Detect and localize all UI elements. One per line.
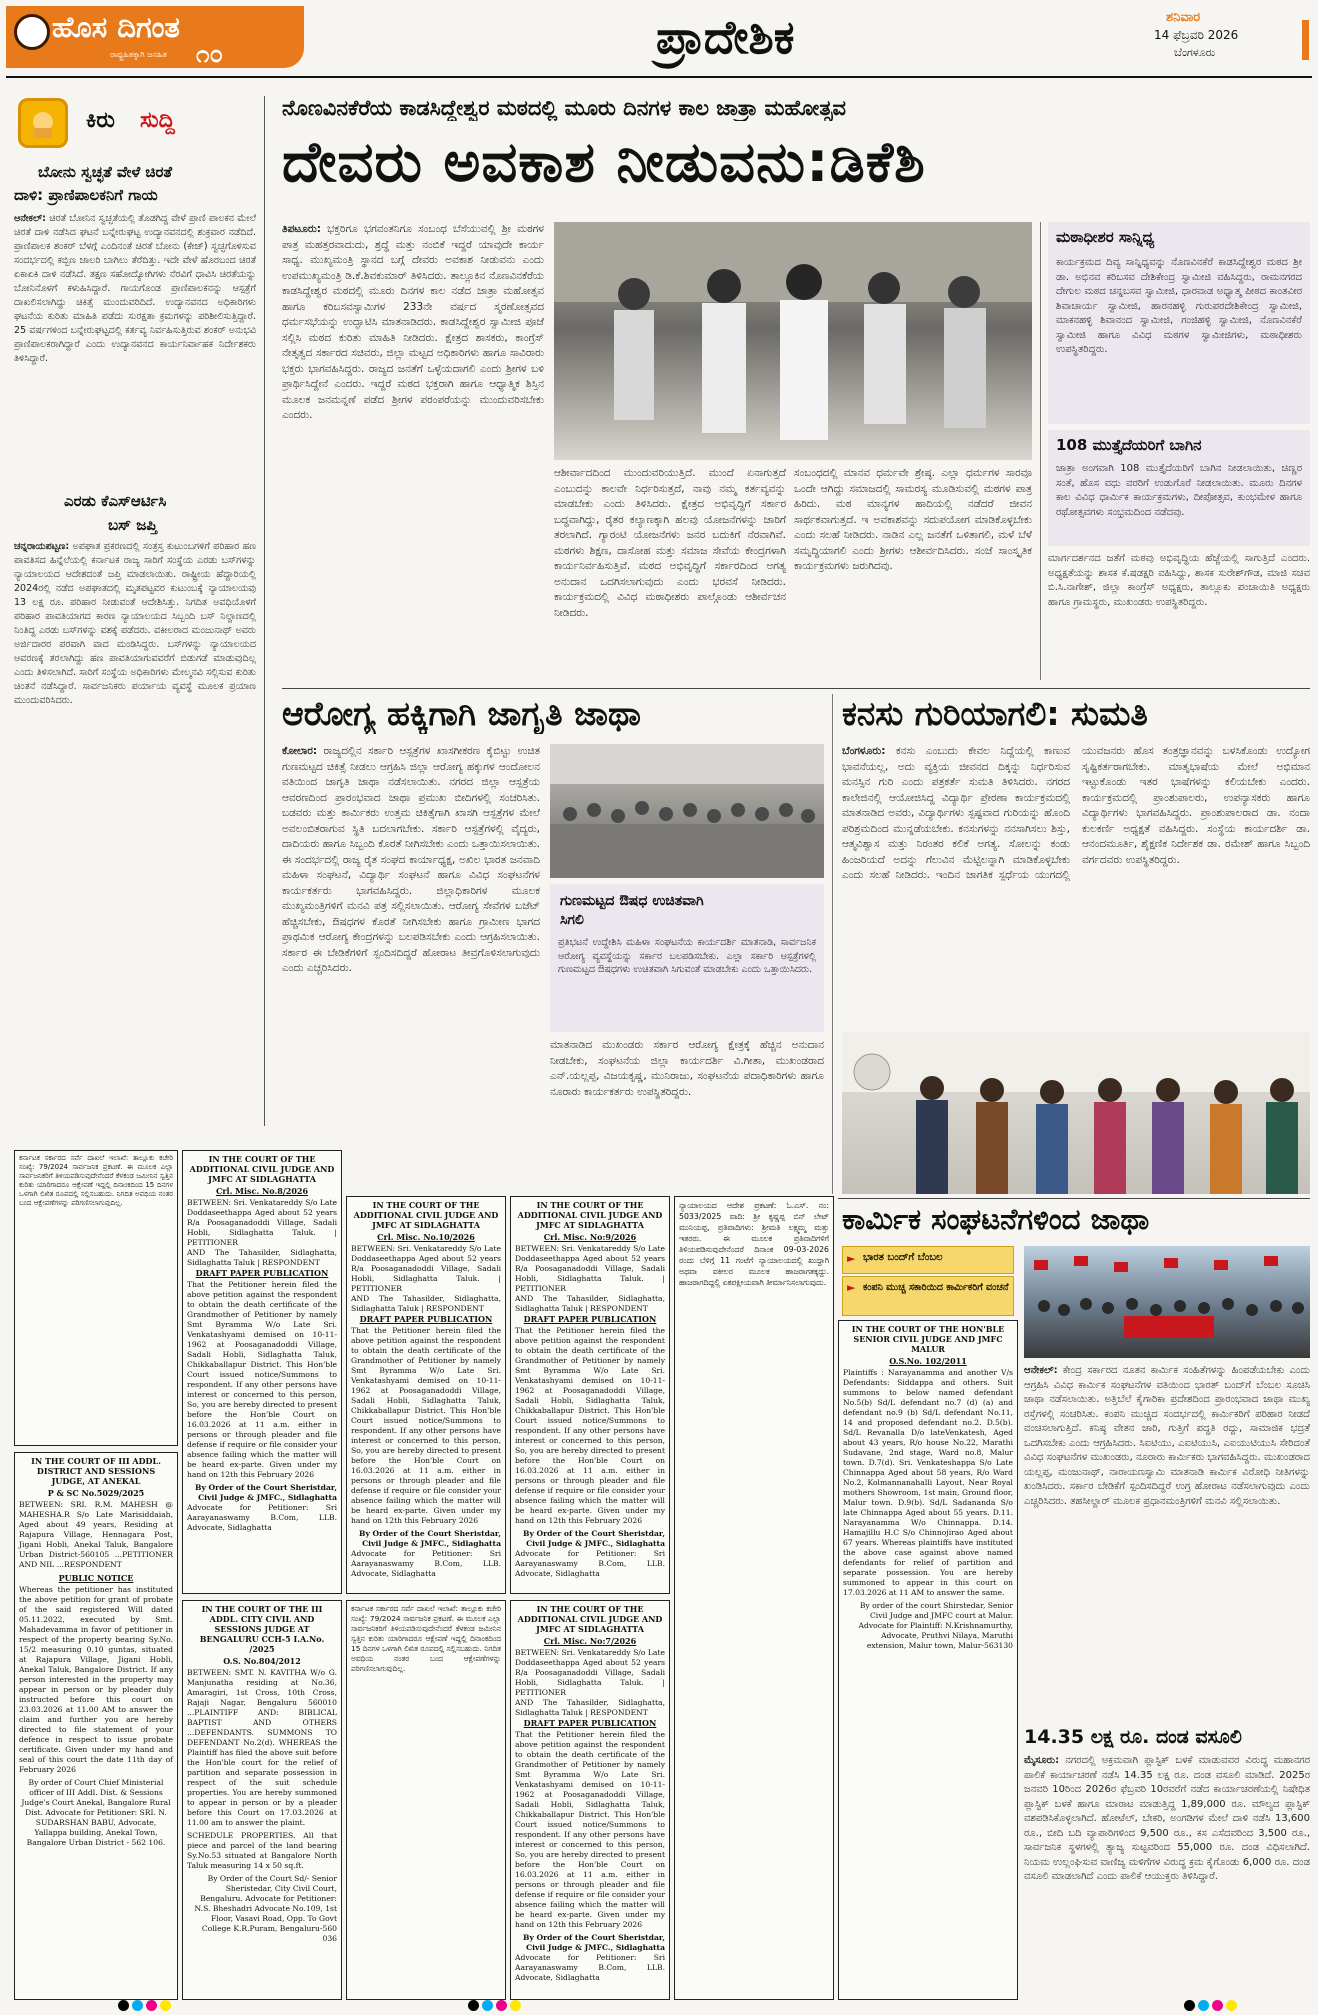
doors108-after: ಮಾರ್ಗದರ್ಶನದ ಜತೆಗೆ ಮಠವು ಅಭಿವೃದ್ಧಿಯ ಹೆಜ್ಜೆಯಲ್ಲಿ ಸಾಗುತ್ತಿದೆ ಎಂದರು. ಅಧ್ಯಕ್ಷತೆಯನ್ನು ಶಾಸಕ ಕೆ.ಷಡಕ್ಷರಿ ವಹಿಸಿದ್ದು, ಶಾಸಕ ಸುರೇಶ್‌ಗೌಡ, ಮಾಜಿ ಸಚಿವ ಬಿ.ಸಿ.ನಾಗೇಶ್, ಜಿಲ್ಲಾ ಕಾಂಗ್ರೆಸ್ ಅಧ್ಯಕ್ಷರು, ತಾಲ್ಲೂಕು ಪಂಚಾಯಿತಿ ಅಧ್ಯಕ್ಷರು ಹಾಗೂ ಗ್ರಾಮಸ್ಥರು, ಮುಖಂಡರು ಉಪಸ್ಥಿತರಿದ್ದರು.: [1048, 553, 1310, 608]
logo-emblem-icon: [14, 14, 50, 50]
os-schedule: SCHEDULE PROPERTIES. All that piece and parcel of the land bearing Sy.No.53 situated at Bangalore North Taluk measuring 14 x 50 sq.ft.: [187, 1831, 337, 1870]
misc8-court: IN THE COURT OF THE ADDITIONAL CIVIL JUDGE AND JMFC AT SIDLAGHATTA: [189, 1154, 335, 1184]
misc9-draft: DRAFT PAPER PUBLICATION: [523, 1314, 657, 1324]
kanasu-photo-group-icon: [842, 1032, 1310, 1194]
misc10-body: That the Petitioner herein filed the above petition against the respondent to obtain the death certificate of the Grandmother of Petitioner by namely Smt Byramma W/o Late Sri. Venkatashyami demised on 10-11-1962 at Poosaganadoddi Village, Sadali Hobli, Sidlaghatta Taluk, Chikkaballapur District. This Hon'ble Court issued notice/Summons to respondent. If any other persons have interest or concerned to this person, So, you are hereby directed to present before the Hon'ble Court on 16.03.2026 at 11 a.m. either in persons or through pleader and file defense if require or file consider your absence failing which the matter will be heard ex-parte. Given under my hand on 12th this February 2026: [351, 1326, 501, 1525]
notice-misc-10: [346, 1196, 506, 1594]
arogya-divider: [832, 694, 833, 1194]
karmika-top-rule: [838, 1198, 1310, 1199]
karmika-bullet2: [842, 1276, 1014, 1316]
kannada-survey-text: ಕರ್ನಾಟಕ ಸರ್ಕಾರದ ಸರ್ವೆ ದಾಖಲೆ ಇಲಾಖೆ: ತಾಲ್ಲೂಕು ಕಚೇರಿ ಸಂಖ್ಯೆ: 79/2024 ಸಾರ್ವಜನಿಕ ಪ್ರಕಟಣೆ. ಈ ಮೂಲಕ ಎಲ್ಲಾ ಸಾರ್ವಜನಿಕರಿಗೆ ತಿಳಿಯಪಡಿಸುವುದೇನೆಂದರೆ ಕೆಳಕಂಡ ಜಮೀನಿನ ಸ್ವತ್ತಿನ ಕುರಿತು ಯಾರಿಗಾದರೂ ಆಕ್ಷೇಪಣೆ ಇದ್ದಲ್ಲಿ ದಿನಾಂಕದಿಂದ 15 ದಿನಗಳ ಒಳಗಾಗಿ ಲಿಖಿತ ರೂಪದಲ್ಲಿ ಸಲ್ಲಿಸಬಹುದು. ನಿಗದಿತ ಅವಧಿಯ ನಂತರ ಬಂದ ಆಕ್ಷೇಪಣೆಗಳನ್ನು ಪರಿಗಣಿಸಲಾಗುವುದಿಲ್ಲ.: [351, 1604, 502, 1673]
misc10-draft: DRAFT PAPER PUBLICATION: [359, 1314, 493, 1324]
story2-text: ಅಪಘಾತ ಪ್ರಕರಣದಲ್ಲಿ ಸಂತ್ರಸ್ತ ಕುಟುಂಬಗಳಿಗೆ ಪರಿಹಾರ ಹಣ ಪಾವತಿಸದ ಹಿನ್ನೆಲೆಯಲ್ಲಿ ಕರ್ನಾಟಕ ರಾಜ್ಯ ಸಾರಿಗೆ ಸಂಸ್ಥೆಯ ಎರಡು ಬಸ್‌ಗಳನ್ನು ನ್ಯಾಯಾಲಯದ ಆದೇಶದಂತೆ ಜಪ್ತಿ ಮಾಡಲಾಯಿತು. ರಾಷ್ಟ್ರೀಯ ಹೆದ್ದಾರಿಯಲ್ಲಿ 2024ರಲ್ಲಿ ನಡೆದ ಅಪಘಾತದಲ್ಲಿ ಮೃತಪಟ್ಟವರ ಕುಟುಂಬಕ್ಕೆ ನ್ಯಾಯಾಲಯವು 13 ಲಕ್ಷ ರೂ. ಪರಿಹಾರ ನೀಡುವಂತೆ ಆದೇಶಿಸಿತ್ತು. ನಿಗದಿತ ಅವಧಿಯೊಳಗೆ ಪರಿಹಾರ ಪಾವತಿಯಾಗದ ಕಾರಣ ನ್ಯಾಯಾಲಯದ ಸಿಬ್ಬಂದಿ ಬಸ್ ನಿಲ್ದಾಣದಲ್ಲಿ ನಿಂತಿದ್ದ ಎರಡು ಬಸ್‌ಗಳನ್ನು ವಶಕ್ಕೆ ಪಡೆದರು. ವಕೀಲರಾದ ಮಂಜುನಾಥ್ ಅವರು ಅರ್ಜಿದಾರರ ಪರವಾಗಿ ವಾದ ಮಂಡಿಸಿದ್ದರು. ಬಸ್‌ಗಳನ್ನು ನ್ಯಾಯಾಲಯದ ಆವರಣಕ್ಕೆ ತರಲಾಗಿದ್ದು ಹಣ ಪಾವತಿಯಾಗುವವರೆಗೆ ಬಿಡುಗಡೆ ಮಾಡುವುದಿಲ್ಲ ಎಂದು ತಿಳಿಸಲಾಗಿದೆ. ಸಾರಿಗೆ ಸಂಸ್ಥೆಯ ಅಧಿಕಾರಿಗಳು ಮೇಲ್ಮನವಿ ಸಲ್ಲಿಸುವ ಕುರಿತು ಚಿಂತನೆ ನಡೆಸಿದ್ದಾರೆ. ಸಾರ್ವಜನಿಕರು ಪರ್ಯಾಯ ವ್ಯವಸ್ಥೆ ಮೂಲಕ ಪ್ರಯಾಣ ಮುಂದುವರಿಸಿದರು.: [14, 541, 256, 706]
issue-date: 14 ಫೆಬ್ರವರಿ 2026: [1154, 28, 1239, 42]
misc8-petitioner: BETWEEN: Sri. Venkatareddy S/o Late Doddaseethappa Aged about 52 years R/a Poosaganadoddi Village, Sadali Hobli, Sidlaghatta Taluk. | PETITIONER: [187, 1198, 337, 1247]
os-number: O.S. No.804/2012: [223, 1656, 301, 1666]
karmika-bullet1-arrow-icon: ►: [847, 1252, 856, 1265]
notice-kannada-survey: [346, 1600, 506, 2000]
paper-tagline: ರಾಷ್ಟ್ರಹಿತಕ್ಕಾಗಿ ಜನಹಿತ: [110, 50, 167, 59]
kirusuddi-label: [14, 96, 254, 156]
anekal-case: P & SC No.5029/2025: [47, 1488, 145, 1498]
lead-photo-crowd-icon: [554, 222, 1032, 460]
kanasu-body: [842, 744, 1310, 1026]
misc9-petitioner: BETWEEN: Sri. Venkatareddy S/o Late Doddaseethappa Aged about 52 years R/a Poosaganadoddi Village, Sadali Hobli, Sidlaghatta Taluk. | PETITIONER: [515, 1244, 665, 1293]
arogya-headline: ಆರೋಗ್ಯ ಹಕ್ಕಿಗಾಗಿ ಜಾಗೃತಿ ಜಾಥಾ: [282, 694, 641, 733]
misc8-body: That the Petitioner herein filed the above petition against the respondent to obtain the death certificate of the Grandmother of Petitioner by namely Smt Byramma W/o Late Sri. Venkatashyami demised on 10-11-1962 at Poosaganadoddi Village, Sadali Hobli, Sidlaghatta Taluk, Chikkaballapur District. This Hon'ble Court issued notice/Summons to respondent. If any other persons have interest or concerned to this person, So, you are hereby directed to present before the Hon'ble Court on 16.03.2026 at 11 a.m. either in persons or through pleader and file defense if require or file consider your absence failing which the matter will be heard ex-parte. Given under my hand on 12th this February 2026: [187, 1280, 337, 1479]
misc10-advocate: Advocate for Petitioner: Sri Aarayanaswamy B.Com, LLB. Advocate, Sidlaghatta: [351, 1549, 501, 1578]
arogya-sub-box: [550, 884, 824, 1032]
misc9-court: IN THE COURT OF THE ADDITIONAL CIVIL JUDGE AND JMFC AT SIDLAGHATTA: [517, 1200, 663, 1230]
misc8-advocate: Advocate for Petitioner: Sri Aarayanaswamy B.Com, LLB. Advocate, Sidlaghatta: [187, 1503, 337, 1532]
anekal-court: IN THE COURT OF III ADDL. DISTRICT AND SESSIONS JUDGE, AT ANEKAL: [31, 1456, 161, 1486]
malur-os: O.S.No. 102/2011: [889, 1356, 967, 1366]
fine-text: ನಗರದಲ್ಲಿ ಅಕ್ರಮವಾಗಿ ಪ್ಲಾಸ್ಟಿಕ್ ಬಳಕೆ ಮಾಡುವವರ ವಿರುದ್ಧ ಮಹಾನಗರ ಪಾಲಿಕೆ ಕಾರ್ಯಾಚರಣೆ ನಡೆಸಿ 14.35 ಲಕ್ಷ ರೂ. ದಂಡ ವಸೂಲಿ ಮಾಡಿದೆ. 2025ರ ಜನವರಿ 10ರಿಂದ 2026ರ ಫೆಬ್ರವರಿ 10ರವರೆಗೆ ನಡೆದ ಕಾರ್ಯಾಚರಣೆಯಲ್ಲಿ ನಿಷೇಧಿತ ಪ್ಲಾಸ್ಟಿಕ್ ಬಳಕೆ ಹಾಗೂ ಮಾರಾಟ ಮಾಡುತ್ತಿದ್ದ 1,89,000 ರೂ. ಮೌಲ್ಯದ ಪ್ಲಾಸ್ಟಿಕ್ ವಶಪಡಿಸಿಕೊಳ್ಳಲಾಗಿದೆ. ಹೋಟೆಲ್, ಬೇಕರಿ, ಅಂಗಡಿಗಳ ಮೇಲೆ ದಾಳಿ ನಡೆಸಿ 13,600 ರೂ., ಬೀದಿ ಬದಿ ವ್ಯಾಪಾರಿಗಳಿಂದ 9,500 ರೂ., ಕಸ ಎಸೆದವರಿಂದ 3,500 ರೂ., ಸಾರ್ವಜನಿಕ ಸ್ಥಳಗಳಲ್ಲಿ ತ್ಯಾಜ್ಯ ಸುಟ್ಟವರಿಂದ 55,000 ರೂ. ದಂಡ ವಿಧಿಸಲಾಗಿದೆ. ನಿಯಮ ಉಲ್ಲಂಘಿಸುವ ವಾಣಿಜ್ಯ ಮಳಿಗೆಗಳ ವಿರುದ್ಧ ಕ್ರಮ ಕೈಗೊಂಡು 6,000 ರೂ. ದಂಡ ವಸೂಲಿ ಮಾಡಲಾಗಿದೆ ಎಂದು ಪಾಲಿಕೆ ಆಯುಕ್ತರು ತಿಳಿಸಿದ್ದಾರೆ.: [1024, 1755, 1310, 1882]
story1-text: ಚಿರತೆ ಬೋನಿನ ಸ್ವಚ್ಛತೆಯಲ್ಲಿ ತೊಡಗಿದ್ದ ವೇಳೆ ಪ್ರಾಣಿ ಪಾಲಕನ ಮೇಲೆ ಚಿರತೆ ದಾಳಿ ನಡೆಸಿದ ಘಟನೆ ಬನ್ನೇರುಘಟ್ಟ ಉದ್ಯಾನವನದಲ್ಲಿ ಶುಕ್ರವಾರ ನಡೆದಿದೆ. ಪ್ರಾಣಿಪಾಲಕ ಶಂಕರ್ ಬೆಳಗ್ಗೆ ಎಂದಿನಂತೆ ಚಿರತೆ ಬೋನು (ಕೇಜ್) ಸ್ವಚ್ಛಗೊಳಿಸುವ ಸಂದರ್ಭದಲ್ಲಿ ಕಬ್ಬಿಣ ಜಾಲರಿ ಬಾಗಿಲು ತೆರೆದಿತ್ತು. ಇದೇ ವೇಳೆ ಹೊರಬಂದ ಚಿರತೆ ಏಕಾಏಕಿ ದಾಳಿ ನಡೆಸಿದೆ. ತಕ್ಷಣ ಸಹೋದ್ಯೋಗಿಗಳು ನೆರವಿಗೆ ಧಾವಿಸಿ ಚಿರತೆಯನ್ನು ಬೋನಿನೊಳಗೆ ಕಳುಹಿಸಿದ್ದಾರೆ. ಗಾಯಗೊಂಡ ಪ್ರಾಣಿಪಾಲಕನನ್ನು ಆಸ್ಪತ್ರೆಗೆ ದಾಖಲಿಸಲಾಗಿದ್ದು ಚಿಕಿತ್ಸೆ ಮುಂದುವರಿದಿದೆ. ಉದ್ಯಾನವನದ ಅಧಿಕಾರಿಗಳು ಘಟನೆಯ ಕುರಿತು ಮಾಹಿತಿ ಪಡೆದು ಸುರಕ್ಷತಾ ಕ್ರಮಗಳನ್ನು ಪರಿಶೀಲಿಸುತ್ತಿದ್ದಾರೆ. 25 ವರ್ಷಗಳಿಂದ ಬನ್ನೇರುಘಟ್ಟದಲ್ಲಿ ಕರ್ತವ್ಯ ನಿರ್ವಹಿಸುತ್ತಿರುವ ಶಂಕರ್ ಅನುಭವಿ ಪ್ರಾಣಿಪಾಲಕರಾಗಿದ್ದಾರೆ ಎಂದು ಉದ್ಯಾನವನದ ಕಾರ್ಯನಿರ್ವಾಹಕ ನಿರ್ದೇಶಕರು ತಿಳಿಸಿದ್ದಾರೆ.: [14, 213, 256, 364]
registration-dots-left: [118, 1996, 174, 2015]
misc8-respondent: AND The Tahasilder, Sidlaghatta, Sidlaghatta Taluk | RESPONDENT: [187, 1248, 337, 1267]
lead-col3: [794, 466, 1032, 680]
story2-headline-1: ಎರಡು ಕೆಎಸ್ಆರ್ಟಿಸಿ: [64, 492, 167, 510]
kanasu-photo: [842, 1032, 1310, 1194]
malur-sign: By order of the court Shirstedar, Senior Civil Judge and JMFC court at Malur. Advocate for Plaintiff: N.Krishnamurthy, Advocate, Pruthvi Nilaya, Maruthi extension, Malur town, Malur-563130: [858, 1601, 1013, 1650]
masthead-logo: [6, 6, 304, 68]
story1-headline-1: ಬೋನು ಸ್ವಚ್ಛತೆ ವೇಳೆ ಚಿರತೆ: [38, 163, 172, 181]
kanasu-headline: ಕನಸು ಗುರಿಯಾಗಲಿ: ಸುಮತಿ: [842, 694, 1148, 733]
malur-court: IN THE COURT OF THE HON'BLE SENIOR CIVIL JUDGE AND JMFC MALUR: [851, 1324, 1005, 1354]
anekal-text: Whereas the petitioner has instituted the above petition for grant of probate of the said registered Will dated 05.11.2022, executed by Smt. Mahadevamma in favor of petitioner in respect of the property bearing Sy.No. 15/2 measuring 0.10 guntas, situated at Rajapura Village, Jigani Hobli, Anekal Taluk, Bangalore District. If any person interested in the property may appear in person or by pleader duly instructed before this court on 23.03.2026 at 11.00 AM to answer the claim and further you are hereby directed to file statement of your defence in respect to issue probate certificate. Given under my hand and seal of this court the date 11th day of February 2026: [19, 1585, 173, 1774]
lead-col-divider: [1040, 222, 1041, 680]
arogya-photo: [550, 744, 824, 878]
lead-photo: [554, 222, 1032, 460]
mathadhisharu-box: [1048, 222, 1310, 424]
left-column-divider: [264, 96, 265, 1126]
fine-headline: 14.35 ಲಕ್ಷ ರೂ. ದಂಡ ವಸೂಲಿ: [1024, 1726, 1242, 1748]
notice-kannada-os: [674, 1196, 834, 2000]
misc7-order: By Order of the Court Sheristdar, Civil Judge & JMFC., Sidlaghatta: [523, 1933, 665, 1952]
lead-dateline: ತಿಪಟೂರು:: [282, 223, 321, 235]
arogya-sub-title: ಗುಣಮಟ್ಟದ ಔಷಧ ಉಚಿತವಾಗಿ ಸಿಗಲಿ: [560, 893, 704, 928]
notice-anekal-kn-header: ಕರ್ನಾಟಕ ಸರ್ಕಾರದ ಸರ್ವೆ ದಾಖಲೆ ಇಲಾಖೆ: ತಾಲ್ಲೂಕು ಕಚೇರಿ ಸಂಖ್ಯೆ: 79/2024 ಸಾರ್ವಜನಿಕ ಪ್ರಕಟಣೆ. ಈ ಮೂಲಕ ಎಲ್ಲಾ ಸಾರ್ವಜನಿಕರಿಗೆ ತಿಳಿಯಪಡಿಸುವುದೇನೆಂದರೆ ಕೆಳಕಂಡ ಜಮೀನಿನ ಸ್ವತ್ತಿನ ಕುರಿತು ಯಾರಿಗಾದರೂ ಆಕ್ಷೇಪಣೆ ಇದ್ದಲ್ಲಿ ದಿನಾಂಕದಿಂದ 15 ದಿನಗಳ ಒಳಗಾಗಿ ಲಿಖಿತ ರೂಪದಲ್ಲಿ ಸಲ್ಲಿಸಬಹುದು. ನಿಗದಿತ ಅವಧಿಯ ನಂತರ ಬಂದ ಆಕ್ಷೇಪಣೆಗಳನ್ನು ಪರಿಗಣಿಸಲಾಗುವುದಿಲ್ಲ.: [19, 1154, 173, 1207]
karmika-headline: ಕಾರ್ಮಿಕ ಸಂಘಟನೆಗಳಿಂದ ಜಾಥಾ: [842, 1202, 1150, 1236]
notice-misc-9: [510, 1196, 670, 1594]
misc10-number: Crl. Misc. No.10/2026: [377, 1232, 475, 1242]
misc10-order: By Order of the Court Sheristdar, Civil Judge & JMFC., Sidlaghatta: [359, 1529, 501, 1548]
karmika-bullet1: [842, 1246, 1014, 1274]
mathadhisharu-title: ಮಠಾಧೀಶರ ಸಾನ್ನಿಧ್ಯ: [1056, 228, 1155, 246]
misc9-advocate: Advocate for Petitioner: Sri Aarayanaswamy B.Com, LLB. Advocate, Sidlaghatta: [515, 1549, 665, 1578]
registration-dots-right: [1184, 1996, 1240, 2015]
arogya-dateline: ಕೋಲಾರ:: [282, 745, 318, 757]
misc9-number: Crl. Misc. No:9/2026: [543, 1232, 637, 1242]
story2-body: [14, 540, 256, 1120]
notice-misc-8: [182, 1150, 342, 1594]
lead-kicker: ನೊಣವಿನಕೆರೆಯ ಕಾಡಸಿದ್ದೇಶ್ವರ ಮಠದಲ್ಲಿ ಮೂರು ದಿನಗಳ ಕಾಲ ಜಾತ್ರಾ ಮಹೋತ್ಸವ: [282, 96, 846, 120]
doors108-box: [1048, 430, 1310, 546]
misc8-draft: DRAFT PAPER PUBLICATION: [195, 1268, 329, 1278]
lead-col1-text: ಭಕ್ತರಿಗೂ ಭಗವಂತನಿಗೂ ಸಂಬಂಧ ಬೆಸೆಯುವಲ್ಲಿ ಶ್ರೀ ಮಠಗಳ ಪಾತ್ರ ಮಹತ್ತರವಾದುದು, ಶ್ರದ್ಧೆ ಮತ್ತು ನಂಬಿಕೆ ಇದ್ದರೆ ಯಾವುದೇ ಕಾರ್ಯ ಸಾಧ್ಯ. ಮುಖ್ಯಮಂತ್ರಿ ಸ್ಥಾನದ ಬಗ್ಗೆ ದೇವರು ಅವಕಾಶ ನೀಡುವನು ಎಂದು ಉಪಮುಖ್ಯಮಂತ್ರಿ ಡಿ.ಕೆ.ಶಿವಕುಮಾರ್ ತಿಳಿಸಿದರು. ತಾಲ್ಲೂಕಿನ ನೊಣವಿನಕೆರೆಯ ಕಾಡಸಿದ್ದೇಶ್ವರ ಮಠದಲ್ಲಿ ಮೂರು ದಿನಗಳ ಕಾಲ ನಡೆದ ಜಾತ್ರಾ ಮಹೋತ್ಸವ ಹಾಗೂ ಕರಿಬಸವಸ್ವಾಮಿಗಳ 233ನೇ ವರ್ಷದ ಸ್ಮರಣೋತ್ಸವದ ಧರ್ಮಸಭೆಯನ್ನು ಉದ್ಘಾಟಿಸಿ ಮಾತನಾಡಿದರು. ಕಾಡಸಿದ್ದೇಶ್ವರ ಸ್ವಾಮೀಜಿ ಪೂಜೆ ಸಲ್ಲಿಸಿ ಮಠದ ಕುರಿತು ಮಾಹಿತಿ ನೀಡಿದರು. ಕ್ಷೇತ್ರದ ಶಾಸಕರು, ಕಾಂಗ್ರೆಸ್ ನೇತೃತ್ವದ ಸರ್ಕಾರದ ಸಚಿವರು, ಜಿಲ್ಲಾ ಮಟ್ಟದ ಅಧಿಕಾರಿಗಳು ಹಾಗೂ ಸಾವಿರಾರು ಭಕ್ತರು ಭಾಗವಹಿಸಿದ್ದರು. ರಾಜ್ಯದ ಜನತೆಗೆ ಒಳ್ಳೆಯದಾಗಲಿ ಎಂದು ಶ್ರೀಗಳ ಬಳಿ ಪ್ರಾರ್ಥಿಸಿದ್ದೇನೆ ಎಂದರು. ಇದ್ದರೆ ಮಠದ ಭಕ್ತರಾಗಿ ಹಾಗೂ ಆಧ್ಯಾತ್ಮಿಕ ಶಿಸ್ತಿನ ಮೂಲಕ ಜನಮನ್ನಣೆ ಪಡೆದ ಶ್ರೀಗಳ ಪರಂಪರೆಯನ್ನು ಮುಂದುವರಿಸಬೇಕು ಎಂದರು.: [282, 223, 544, 421]
lead-col1: [282, 222, 544, 680]
kirusuddi-label-a: ಕಿರು: [86, 108, 115, 133]
karmika-text: ಕೇಂದ್ರ ಸರ್ಕಾರದ ನೂತನ ಕಾರ್ಮಿಕ ಸಂಹಿತೆಗಳನ್ನು ಹಿಂಪಡೆಯಬೇಕು ಎಂದು ಆಗ್ರಹಿಸಿ ವಿವಿಧ ಕಾರ್ಮಿಕ ಸಂಘಟನೆಗಳ ವತಿಯಿಂದ ಭಾರತ್ ಬಂದ್‌ಗೆ ಬೆಂಬಲ ಸೂಚಿಸಿ ಜಾಥಾ ನಡೆಸಲಾಯಿತು. ಅತ್ತಿಬೆಲೆ ಕೈಗಾರಿಕಾ ಪ್ರದೇಶದಿಂದ ಪ್ರಾರಂಭವಾದ ಜಾಥಾ ಮುಖ್ಯ ರಸ್ತೆಗಳಲ್ಲಿ ಸಂಚರಿಸಿತು. ಕಂಪನಿ ಮುಚ್ಚಿದ ಸಂದರ್ಭದಲ್ಲಿ ಕಾರ್ಮಿಕರಿಗೆ ಪರಿಹಾರ ನೀಡದೆ ವಂಚಿಸಲಾಗುತ್ತಿದೆ. ಕನಿಷ್ಠ ವೇತನ ಜಾರಿ, ಗುತ್ತಿಗೆ ಪದ್ಧತಿ ರದ್ದು, ಸಾಮಾಜಿಕ ಭದ್ರತೆ ಒದಗಿಸಬೇಕು ಎಂದು ಆಗ್ರಹಿಸಿದರು. ಸಿಐಟಿಯು, ಎಐಟಿಯುಸಿ, ಎಐಯುಟಿಯುಸಿ ಸೇರಿದಂತೆ ವಿವಿಧ ಸಂಘಟನೆಗಳ ಮುಖಂಡರು, ನೂರಾರು ಕಾರ್ಮಿಕರು ಭಾಗವಹಿಸಿದ್ದರು. ಮುಖಂಡರಾದ ಯಲ್ಲಪ್ಪ, ಮಂಜುನಾಥ್, ನಾರಾಯಣಸ್ವಾಮಿ ಮಾತನಾಡಿ ಕಾರ್ಮಿಕ ವಿರೋಧಿ ನೀತಿಗಳನ್ನು ಖಂಡಿಸಿದರು. ಸರ್ಕಾರ ಬೇಡಿಕೆಗೆ ಸ್ಪಂದಿಸದಿದ್ದರೆ ಉಗ್ರ ಹೋರಾಟ ನಡೆಸಲಾಗುವುದು ಎಂದು ಎಚ್ಚರಿಸಿದರು. ತಹಸೀಲ್ದಾರ್ ಮೂಲಕ ಪ್ರಧಾನಮಂತ್ರಿಗಳಿಗೆ ಮನವಿ ಸಲ್ಲಿಸಲಾಯಿತು.: [1024, 1365, 1310, 1507]
notice-anekal-probate: [14, 1150, 178, 1446]
notice-os-804: [182, 1600, 342, 2000]
misc10-petitioner: BETWEEN: Sri. Venkatareddy S/o Late Doddaseethappa Aged about 52 years R/a Poosaganadoddi Village, Sadali Hobli, Sidlaghatta Taluk. | PETITIONER: [351, 1244, 501, 1293]
karmika-bullet2-text: ಕಂಪನಿ ಮುಚ್ಚ ಸಕಾರಿಯಿದ ಕಾರ್ಮಿಕರಿಗೆ ವಂಚನೆ: [863, 1282, 1009, 1293]
arogya-photo-march-icon: [550, 744, 824, 878]
karmika-photo-flags-icon: [1024, 1246, 1310, 1358]
misc8-order: By Order of the Court Sheristdar, Civil Judge & JMFC., Sidlaghatta: [195, 1483, 337, 1502]
misc7-advocate: Advocate for Petitioner: Sri Aarayanaswamy B.Com, LLB. Advocate, Sidlaghatta: [515, 1953, 665, 1982]
misc7-number: Crl. Misc. No:7/2026: [543, 1636, 637, 1646]
anekal-body: BETWEEN: SRI. R.M. MAHESH @ MAHESHA.R S/o Late Marisiddaiah, Aged about 49 years, Residing at Rajapura Village, Hennagara Post, Jigani Hobli, Anekal Taluk, Bangalore Urban District-560105 ...PETITIONER AND NIL ...RESPONDENT: [19, 1500, 173, 1569]
misc10-respondent: AND The Tahasilder, Sidlaghatta, Sidlaghatta Taluk | RESPONDENT: [351, 1294, 501, 1313]
story2-dateline: ಚನ್ನರಾಯಪಟ್ಟಣ:: [14, 541, 70, 552]
karmika-photo: [1024, 1246, 1310, 1358]
kannada-os-text: ನ್ಯಾಯಾಲಯದ ಆದೇಶ ಪ್ರಕಟಣೆ: ಓ.ಎಸ್. ನಂ: 5033/2025 ವಾದಿ: ಶ್ರೀ ಕೃಷ್ಣಪ್ಪ ಬಿನ್ ಲೇಟ್ ಮುನಿಯಪ್ಪ, ಪ್ರತಿವಾದಿಗಳು: ಶ್ರೀಮತಿ ಲಕ್ಷ್ಮಮ್ಮ ಮತ್ತು ಇತರರು. ಈ ಮೂಲಕ ಪ್ರತಿವಾದಿಗಳಿಗೆ ತಿಳಿಯಪಡಿಸುವುದೇನೆಂದರೆ ದಿನಾಂಕ 09-03-2026 ರಂದು ಬೆಳಿಗ್ಗೆ 11 ಗಂಟೆಗೆ ನ್ಯಾಯಾಲಯದಲ್ಲಿ ಖುದ್ದಾಗಿ ಅಥವಾ ವಕೀಲರ ಮೂಲಕ ಹಾಜರಾಗತಕ್ಕದ್ದು. ಹಾಜರಾಗದಿದ್ದಲ್ಲಿ ಏಕಪಕ್ಷೀಯವಾಗಿ ತೀರ್ಮಾನಿಸಲಾಗುವುದು.: [679, 1201, 829, 1287]
mathadhisharu-body: ಕಾರ್ಯಕ್ರಮದ ದಿವ್ಯ ಸಾನ್ನಿಧ್ಯವನ್ನು ನೊಣವಿನಕೆರೆ ಕಾಡಸಿದ್ದೇಶ್ವರ ಮಠದ ಶ್ರೀ ಡಾ. ಅಭಿನವ ಕರಿಬಸವ ದೇಶಿಕೇಂದ್ರ ಸ್ವಾಮೀಜಿ ವಹಿಸಿದ್ದರು, ರಾಮನಗರದ ದೇಗುಲ ಮಠದ ಚನ್ನಬಸವ ಸ್ವಾಮೀಜಿ, ಧಾರವಾಡ ಅಧ್ಯಾತ್ಮ ಪೀಠದ ಕಾಂತವೀರ ಶಿವಾಚಾರ್ಯ ಸ್ವಾಮೀಜಿ, ಹಾರನಹಳ್ಳಿ ಗುರುಪರದೇಶಿಕೇಂದ್ರ ಸ್ವಾಮೀಜಿ, ಮಾಕನಹಳ್ಳಿ ಶಿವಾನಂದ ಸ್ವಾಮೀಜಿ, ಗಂಜಿಹಳ್ಳಿ ಸ್ವಾಮೀಜಿ, ನೊಣವಿನಕೆರೆ ಸ್ವಾಮೀಜಿ ಹಾಗೂ ವಿವಿಧ ಮಠಗಳ ಸ್ವಾಮೀಜಿಗಳು, ಮಠಾಧೀಶರು ಉಪಸ್ಥಿತರಿದ್ದರು.: [1056, 257, 1302, 355]
lead-headline: ದೇವರು ಅವಕಾಶ ನೀಡುವನು:ಡಿಕೆಶಿ: [282, 130, 926, 195]
karmika-body: [1024, 1364, 1310, 1720]
story1-body: [14, 212, 256, 484]
section-title: ಪ್ರಾದೇಶಿಕ: [656, 10, 795, 64]
os-court: IN THE COURT OF THE III ADDL. CITY CIVIL AND SESSIONS JUDGE AT BENGALURU CCH-5 I.A.No. /2025: [199, 1604, 325, 1654]
doors108-body: ಜಾತ್ರಾ ಅಂಗವಾಗಿ 108 ಮುತ್ತೈದೆಯರಿಗೆ ಬಾಗಿನ ನೀಡಲಾಯಿತು, ಚಿಣ್ಣರ ಸಂತೆ, ಹೊಸ ವಧು ವರರಿಗೆ ಉಡುಗೊರೆ ನೀಡಲಾಯಿತು. ಮೂರು ದಿನಗಳ ಕಾಲ ವಿವಿಧ ಧಾರ್ಮಿಕ ಕಾರ್ಯಕ್ರಮಗಳು, ದೀಪೋತ್ಸವ, ಕುಂಭಮೇಳ ಹಾಗೂ ರಥೋತ್ಸವಗಳು ಸಂಭ್ರಮದಿಂದ ನಡೆದವು.: [1056, 463, 1302, 518]
misc7-draft: DRAFT PAPER PUBLICATION: [523, 1718, 657, 1728]
kanasu-dateline: ಬೆಂಗಳೂರು:: [842, 745, 886, 757]
karmika-dateline: ಆನೇಕಲ್:: [1024, 1365, 1058, 1376]
fine-body: [1024, 1754, 1310, 1990]
arogya-col2: ಮಾತನಾಡಿದ ಮುಖಂಡರು ಸರ್ಕಾರ ಆರೋಗ್ಯ ಕ್ಷೇತ್ರಕ್ಕೆ ಹೆಚ್ಚಿನ ಅನುದಾನ ನೀಡಬೇಕು, ಸಂಘಟನೆಯ ಜಿಲ್ಲಾ ಕಾರ್ಯದರ್ಶಿ ವಿ.ಗೀತಾ, ಮುಖಂಡರಾದ ಎನ್.ಯಲ್ಲಪ್ಪ, ವಿಜಯಕೃಷ್ಣ, ಮುನಿರಾಜು, ಸಂಘಟನೆಯ ಪದಾಧಿಕಾರಿಗಳು ಹಾಗೂ ನೂರಾರು ಕಾರ್ಯಕರ್ತರು ಉಪಸ್ಥಿತರಿದ್ದರು.: [550, 1039, 824, 1098]
misc7-court: IN THE COURT OF THE ADDITIONAL CIVIL JUDGE AND JMFC AT SIDLAGHATTA: [517, 1604, 663, 1634]
fine-dateline: ಮೈಸೂರು:: [1024, 1755, 1060, 1766]
kirusuddi-label-b: ಸುದ್ದಿ: [140, 108, 175, 133]
misc7-body: That the Petitioner herein filed the above petition against the respondent to obtain the death certificate of the Grandmother of Petitioner by namely Smt Byramma W/o Late Sri. Venkatashyami demised on 10-11-1962 at Poosaganadoddi Village, Sadali Hobli, Sidlaghatta Taluk, Chikkaballapur District. This Hon'ble Court issued notice/Summons to respondent. If any other persons have interest or concerned to this person, So, you are hereby directed to present before the Hon'ble Court on 16.03.2026 at 11 a.m. either in persons or through pleader and file defense if require or file consider your absence failing which the matter will be heard ex-parte. Given under my hand on 12th this February 2026: [515, 1730, 665, 1929]
os-body: BETWEEN: SMT. N. KAVITHA W/o G. Manjunatha residing at No.36, Amaragiri, 1st Cross, 10th Cross, Rajaji Nagar, Bengaluru 560010 ...PLAINTIFF AND: BIBLICAL BAPTIST AND OTHERS ...DEFENDANTS. SUMMONS TO DEFENDANT No.2(d). WHEREAS the Plaintiff has filed the above suit before the Hon'ble court for the relief of partition and separate possession in respect of the suit schedule properties. You are hereby summoned to appear in person or by a pleader before this Court on 17.03.2026 at 11.00 am to answer the plaint.: [187, 1668, 337, 1827]
lead-bottom-rule: [282, 688, 1310, 689]
paper-name: ಹೊಸ ದಿಗಂತ: [52, 10, 180, 44]
malur-body: Plaintiffs : Narayanamma and another V/s Defendants: Siddappa and others. Suit summons to below named defendant No.5(b) Sd/L defendant no.7 (d) (a) and defendant no.9 (b) Sd/L defendant No.11, 14 and proposed defendant no.2. D.5(b). Sd/L Revanalla D/o lateVenkatesh, Aged about 43 years, R/o house No.22, Marathi Sudavane, 2nd stage, Ward no.8, Malur town. D.7(d). Sri. Venkateshappa S/o Late Chinnappa Aged about 58 years, R/o Ward No.2, Kolmannanahalli Layout, Near Royal mothers Showroom, 1st main, Ground floor, Malur town. D.9(b). Sd/L Sadananda S/o late Chinnappa Aged about 55 years. D.11. Narayanamma W/o Chinnappa. D.14. Hamajillu H.C S/o Chinnojirao Aged about 67 years. Whereas plaintiffs have instituted the above case against above named defendants for relief of partition and separate possession. You are hereby summoned to appear in this court on 17.03.2026 at 11 AM to answer the same.: [843, 1368, 1013, 1597]
arogya-text: ರಾಜ್ಯದಲ್ಲಿನ ಸರ್ಕಾರಿ ಆಸ್ಪತ್ರೆಗಳ ಖಾಸಗೀಕರಣ ಕೈಬಿಟ್ಟು ಉಚಿತ ಗುಣಮಟ್ಟದ ಚಿಕಿತ್ಸೆ ನೀಡಲು ಆಗ್ರಹಿಸಿ ಜಿಲ್ಲಾ ಆರೋಗ್ಯ ಹಕ್ಕುಗಳ ಆಂದೋಲನ ವತಿಯಿಂದ ಜಾಗೃತಿ ಜಾಥಾ ನಡೆಸಲಾಯಿತು. ನಗರದ ಜಿಲ್ಲಾ ಆಸ್ಪತ್ರೆಯ ಆವರಣದಿಂದ ಪ್ರಾರಂಭವಾದ ಜಾಥಾ ಪ್ರಮುಖ ಬೀದಿಗಳಲ್ಲಿ ಸಂಚರಿಸಿತು. ಬಡವರು ಮತ್ತು ಕಾರ್ಮಿಕರು ಉತ್ತಮ ಚಿಕಿತ್ಸೆಗಾಗಿ ಖಾಸಗಿ ಆಸ್ಪತ್ರೆಗಳ ಮೇಲೆ ಅವಲಂಬಿತರಾಗುವ ಸ್ಥಿತಿ ಬದಲಾಗಬೇಕು. ಸರ್ಕಾರಿ ಆಸ್ಪತ್ರೆಗಳಲ್ಲಿ ವೈದ್ಯರು, ದಾದಿಯರು ಹಾಗೂ ಸಿಬ್ಬಂದಿ ಕೊರತೆ ನೀಗಿಸಬೇಕು ಎಂದು ಒತ್ತಾಯಿಸಲಾಯಿತು. ಈ ಸಂದರ್ಭದಲ್ಲಿ ರಾಜ್ಯ ರೈತ ಸಂಘದ ಕಾರ್ಯಾಧ್ಯಕ್ಷ, ಅಖಿಲ ಭಾರತ ಜನವಾದಿ ಮಹಿಳಾ ಸಂಘಟನೆ, ವಿದ್ಯಾರ್ಥಿ ಸಂಘಟನೆ ಹಾಗೂ ವಿವಿಧ ಸಂಘಟನೆಗಳ ಕಾರ್ಯಕರ್ತರು ಭಾಗವಹಿಸಿದ್ದರು. ಜಿಲ್ಲಾಧಿಕಾರಿಗಳ ಮೂಲಕ ಮುಖ್ಯಮಂತ್ರಿಗಳಿಗೆ ಮನವಿ ಪತ್ರ ಸಲ್ಲಿಸಲಾಯಿತು. ಆರೋಗ್ಯ ಸೇವೆಗಳ ಬಜೆಟ್ ಹೆಚ್ಚಿಸಬೇಕು, ಔಷಧಗಳ ಕೊರತೆ ನೀಗಿಸಬೇಕು ಹಾಗೂ ಗ್ರಾಮೀಣ ಭಾಗದ ಪ್ರಾಥಮಿಕ ಆರೋಗ್ಯ ಕೇಂದ್ರಗಳನ್ನು ಬಲಪಡಿಸಬೇಕು ಎಂದು ಆಗ್ರಹಿಸಲಾಯಿತು. ಸರ್ಕಾರ ಈ ಬೇಡಿಕೆಗಳಿಗೆ ಸ್ಪಂದಿಸದಿದ್ದರೆ ಹೋರಾಟ ತೀವ್ರಗೊಳಿಸಲಾಗುವುದು ಎಂದು ಎಚ್ಚರಿಸಿದರು.: [282, 745, 540, 974]
anekal-sign: By order of Court Chief Ministerial officer of III Addl. Dist. & Sessions Judge's Court Anekal, Bangalore Rural Dist. Advocate for Petitioner: SRI. N. SUDARSHAN BABU, Advocate, Yallappa building, Anekal Town, Bangalore Urban District - 562 106.: [21, 1778, 171, 1847]
masthead-rule: [6, 76, 1312, 78]
story1-headline-2: ದಾಳಿ: ಪ್ರಾಣಿಪಾಲಕನಿಗೆ ಗಾಯ: [14, 186, 158, 204]
kirusuddi-hand-icon: [18, 98, 68, 148]
issue-city: ಬೆಂಗಳೂರು: [1174, 46, 1216, 59]
lead-col3-text: ಸಂಬಂಧದಲ್ಲಿ ಮಾನವ ಧರ್ಮವೇ ಶ್ರೇಷ್ಠ. ಎಲ್ಲಾ ಧರ್ಮಗಳ ಸಾರವೂ ಒಂದೇ ಆಗಿದ್ದು ಸಮಾಜದಲ್ಲಿ ಸಾಮರಸ್ಯ ಮೂಡಿಸುವಲ್ಲಿ ಮಠಗಳ ಪಾತ್ರ ಹಿರಿದು. ಮಠ ಮಾನ್ಯಗಳ ಹಾದಿಯಲ್ಲಿ ನಡೆದರೆ ಜೀವನ ಸಾರ್ಥಕವಾಗುತ್ತದೆ. ಇ ಅವಕಾಶವನ್ನು ಸದುಪಯೋಗ ಮಾಡಿಕೊಳ್ಳಬೇಕು ಎಂದು ಸಲಹೆ ನೀಡಿದರು. ನಾಡಿನ ಎಲ್ಲ ಜನತೆಗೆ ಒಳಿತಾಗಲಿ, ಮಳೆ ಬೆಳೆ ಸಮೃದ್ಧಿಯಾಗಲಿ ಎಂದು ಶ್ರೀಗಳು ಆಶೀರ್ವದಿಸಿದರು. ಸಂಜೆ ಸಾಂಸ್ಕೃತಿಕ ಕಾರ್ಯಕ್ರಮಗಳು ಜರುಗಿದವು.: [794, 467, 1032, 572]
issue-day: ಶನಿವಾರ: [1166, 10, 1201, 25]
lead-col2-text: ಆಶೀರ್ವಾದದಿಂದ ಮುಂದುವರಿಯುತ್ತಿದೆ. ಮುಂದೆ ಏನಾಗುತ್ತದೆ ಎಂಬುದನ್ನು ಕಾಲವೇ ನಿರ್ಧರಿಸುತ್ತದೆ, ನಾವು ನಮ್ಮ ಕರ್ತವ್ಯವನ್ನು ಮಾಡಬೇಕು ಎಂದು ತಿಳಿಸಿದರು. ಕ್ಷೇತ್ರದ ಅಭಿವೃದ್ಧಿಗೆ ಸರ್ಕಾರ ಬದ್ಧವಾಗಿದ್ದು, ರೈತರ ಕಲ್ಯಾಣಕ್ಕಾಗಿ ಹಲವು ಯೋಜನೆಗಳನ್ನು ಜಾರಿಗೆ ತರಲಾಗಿದೆ. ಗ್ಯಾರಂಟಿ ಯೋಜನೆಗಳು ಜನರ ಬದುಕಿಗೆ ನೆರವಾಗಿವೆ. ಮಠಗಳು ಶಿಕ್ಷಣ, ದಾಸೋಹ ಮತ್ತು ಸಮಾಜ ಸೇವೆಯ ಕೇಂದ್ರಗಳಾಗಿ ಕಾರ್ಯನಿರ್ವಹಿಸುತ್ತಿವೆ. ಮಠದ ಅಭಿವೃದ್ಧಿಗೆ ಸರ್ಕಾರದಿಂದ ಅಗತ್ಯ ಅನುದಾನ ಒದಗಿಸಲಾಗುವುದು ಎಂದು ಭರವಸೆ ನೀಡಿದರು. ಕಾರ್ಯಕ್ರಮದಲ್ಲಿ ವಿವಿಧ ಮಠಾಧೀಶರು ಪಾಲ್ಗೊಂಡು ಆಶೀರ್ವಚನ ನೀಡಿದರು.: [554, 467, 786, 619]
notice-malur: [838, 1320, 1018, 2000]
registration-dots-mid: [468, 1996, 524, 2015]
misc8-number: Crl. Misc. No.8/2026: [215, 1186, 309, 1196]
karmika-bullet2-arrow-icon: ►: [847, 1281, 856, 1294]
karmika-bullet1-text: ಭಾರತ ಬಂದ್‌ಗೆ ಬೆಂಬಲ: [863, 1252, 943, 1263]
os-sign: By Order of the Court Sd/- Senior Sheristedar, City Civil Court, Bengaluru. Advocate for Petitioner: N.S. Bheshadri Advocate No.109, 1st Floor, Vasavi Road, Opp. To Govt College K.R.Puram, Bengaluru-560 036: [194, 1874, 337, 1943]
anekal-public-notice: PUBLIC NOTICE: [58, 1573, 134, 1583]
misc9-respondent: AND The Tahasilder, Sidlaghatta, Sidlaghatta Taluk | RESPONDENT: [515, 1294, 665, 1313]
page-number: ೧೦: [196, 40, 223, 68]
misc9-body: That the Petitioner herein filed the above petition against the respondent to obtain the death certificate of the Grandmother of Petitioner by namely Smt Byramma W/o Late Sri. Venkatashyami demised on 10-11-1962 at Poosaganadoddi Village, Sadali Hobli, Sidlaghatta Taluk, Chikkaballapur District. This Hon'ble Court issued notice/Summons to respondent. If any other persons have interest or concerned to this person, So, you are hereby directed to present before the Hon'ble Court on 16.03.2026 at 11 a.m. either in persons or through pleader and file defense if require or file consider your absence failing which the matter will be heard ex-parte. Given under my hand on 12th this February 2026: [515, 1326, 665, 1525]
notice-misc-7: [510, 1600, 670, 2000]
karmika-bullet-box: [842, 1246, 1018, 1316]
notice-anekal-probate-2: [14, 1452, 178, 2000]
kanasu-text: ಕನಸು ಎಂಬುದು ಕೇವಲ ನಿದ್ದೆಯಲ್ಲಿ ಕಾಣುವ ಭಾವನೆಯಲ್ಲ, ಅದು ವ್ಯಕ್ತಿಯ ಜೀವನದ ದಿಕ್ಕನ್ನು ನಿರ್ಧರಿಸುವ ಮನಸ್ಸಿನ ಗುರಿ ಎಂದು ಪತ್ರಕರ್ತೆ ಸುಮತಿ ತಿಳಿಸಿದರು. ನಗರದ ಕಾಲೇಜಿನಲ್ಲಿ ಆಯೋಜಿಸಿದ್ದ ವಿದ್ಯಾರ್ಥಿ ಪ್ರೇರಣಾ ಕಾರ್ಯಕ್ರಮದಲ್ಲಿ ಮಾತನಾಡಿದ ಅವರು, ವಿದ್ಯಾರ್ಥಿಗಳು ಸ್ಪಷ್ಟವಾದ ಗುರಿಯನ್ನು ಹೊಂದಿ ಪರಿಶ್ರಮದಿಂದ ಮುನ್ನಡೆಯಬೇಕು. ಕನಸುಗಳನ್ನು ನನಸಾಗಿಸಲು ಶಿಸ್ತು, ಆತ್ಮವಿಶ್ವಾಸ ಮತ್ತು ನಿರಂತರ ಕಲಿಕೆ ಅಗತ್ಯ. ಸೋಲನ್ನು ಕಂಡು ಹಿಂಜರಿಯದೆ ಅದನ್ನು ಗೆಲುವಿನ ಮೆಟ್ಟಿಲನ್ನಾಗಿ ಮಾಡಿಕೊಳ್ಳಬೇಕು ಎಂದು ಸಲಹೆ ನೀಡಿದರು. ಇಂದಿನ ಜಾಗತಿಕ ಸ್ಪರ್ಧೆಯ ಯುಗದಲ್ಲಿ ಯುವಜನರು ಹೊಸ ತಂತ್ರಜ್ಞಾನವನ್ನು ಬಳಸಿಕೊಂಡು ಉದ್ಯೋಗ ಸೃಷ್ಟಿಕರ್ತರಾಗಬೇಕು. ಮಾತೃಭಾಷೆಯ ಮೇಲೆ ಅಭಿಮಾನ ಇಟ್ಟುಕೊಂಡು ಇತರ ಭಾಷೆಗಳನ್ನು ಕಲಿಯಬೇಕು ಎಂದರು. ಕಾರ್ಯಕ್ರಮದಲ್ಲಿ ಪ್ರಾಂಶುಪಾಲರು, ಉಪನ್ಯಾಸಕರು ಹಾಗೂ ವಿದ್ಯಾರ್ಥಿಗಳು ಭಾಗವಹಿಸಿದ್ದರು. ಪ್ರಾಂಶುಪಾಲರಾದ ಡಾ. ನಂದಾ ಕುಲಕರ್ಣಿ ಅಧ್ಯಕ್ಷತೆ ವಹಿಸಿದ್ದರು. ಸಂಸ್ಥೆಯ ಕಾರ್ಯದರ್ಶಿ ಡಾ. ಆನಂದಮೂರ್ತಿ, ಶೈಕ್ಷಣಿಕ ನಿರ್ದೇಶಕ ಡಾ. ರಮೇಶ್ ಹಾಗೂ ಸಿಬ್ಬಂದಿ ವರ್ಗದವರು ಉಪಸ್ಥಿತರಿದ್ದರು.: [842, 745, 1310, 881]
lead-col2: [554, 466, 786, 680]
misc9-order: By Order of the Court Sheristdar, Civil Judge & JMFC., Sidlaghatta: [523, 1529, 665, 1548]
masthead-accent-bar: [1302, 20, 1309, 60]
misc7-respondent: AND The Tahasilder, Sidlaghatta, Sidlaghatta Taluk | RESPONDENT: [515, 1698, 665, 1717]
arogya-col1: [282, 744, 540, 1194]
story2-headline-2: ಬಸ್ ಜಪ್ತಿ: [108, 516, 158, 534]
story1-dateline: ಆನೇಕಲ್:: [14, 213, 46, 224]
arogya-sub-body: ಪ್ರತಿಭಟನೆ ಉದ್ದೇಶಿಸಿ ಮಹಿಳಾ ಸಂಘಟನೆಯ ಕಾರ್ಯದರ್ಶಿ ಮಾತನಾಡಿ, ಸಾರ್ವಜನಿಕ ಆರೋಗ್ಯ ವ್ಯವಸ್ಥೆಯನ್ನು ಸರ್ಕಾರ ಬಲಪಡಿಸಬೇಕು. ಎಲ್ಲಾ ಸರ್ಕಾರಿ ಆಸ್ಪತ್ರೆಗಳಲ್ಲಿ ಗುಣಮಟ್ಟದ ಔಷಧಗಳು ಉಚಿತವಾಗಿ ಸಿಗುವಂತೆ ಮಾಡಬೇಕು ಎಂದು ಒತ್ತಾಯಿಸಿದರು.: [558, 937, 816, 975]
doors108-title: 108 ಮುತ್ತೈದೆಯರಿಗೆ ಬಾಗಿನ: [1056, 436, 1202, 454]
misc7-petitioner: BETWEEN: Sri. Venkatareddy S/o Late Doddaseethappa Aged about 52 years R/a Poosaganadoddi Village, Sadali Hobli, Sidlaghatta Taluk. | PETITIONER: [515, 1648, 665, 1697]
misc10-court: IN THE COURT OF THE ADDITIONAL CIVIL JUDGE AND JMFC AT SIDLAGHATTA: [353, 1200, 499, 1230]
